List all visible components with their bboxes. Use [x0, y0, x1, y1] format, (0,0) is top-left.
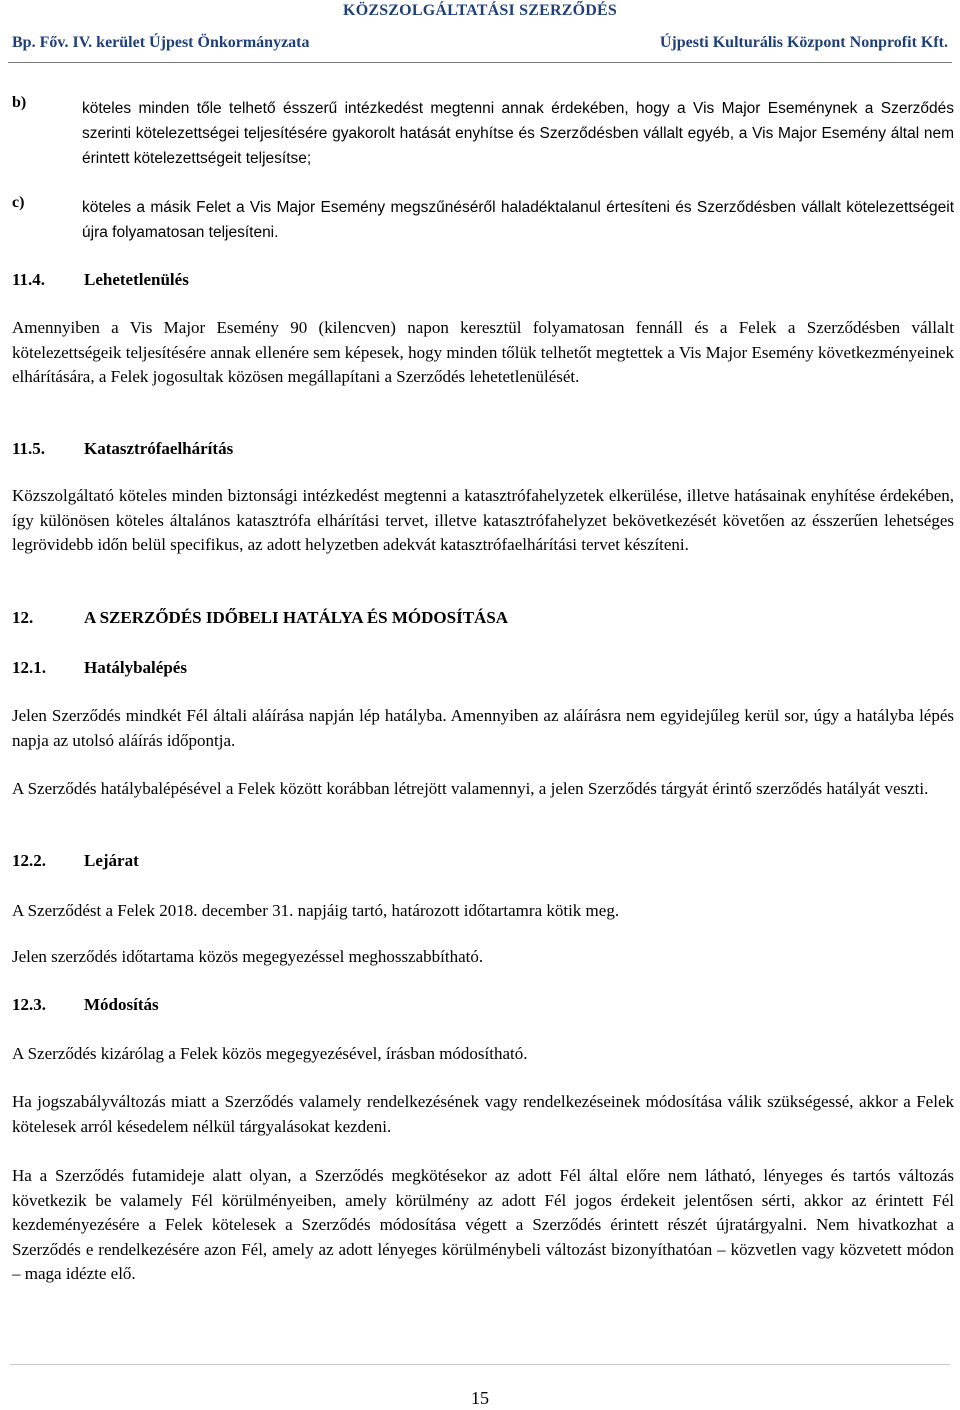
header-right-party: Újpesti Kulturális Központ Nonprofit Kft.: [659, 34, 948, 51]
section-title-hatalya-es-modositasa: A SZERZŐDÉS IDŐBELI HATÁLYA ÉS MÓDOSÍTÁSA: [84, 608, 509, 627]
header-divider: [8, 62, 952, 63]
document-title: KÖZSZOLGÁLTATÁSI SZERZŐDÉS: [343, 2, 617, 19]
footer-divider: [10, 1364, 950, 1365]
item-text-b: köteles minden tőle telhető ésszerű intézkedést megtenni annak érdekében, hogy a Vis Major Eseménynek a Szerződés szerinti kötelezettségei teljesítésére gyakorolt hatását enyhítse és Szerződésben vállalt egyéb, a Vis Major Esemény által nem érintett kötelezettségeit teljesítse;: [82, 100, 954, 167]
paragraph-modositas-1: A Szerződés kizárólag a Felek közös megegyezésével, írásban módosítható.: [12, 1044, 528, 1063]
section-number-11-4: 11.4.: [12, 270, 46, 289]
paragraph-katasztrofaelharitas: Közszolgáltató köteles minden biztonsági intézkedést megtenni a katasztrófahelyzetek elkerülése, illetve hatásainak enyhítése érdekében, így különösen köteles általános katasztrófa elhárítási tervet, illetve katasztrófahelyzet bekövetkezését követően az ésszerűen lehetséges legrövidebb időn belül specifikus, az adott helyzetben adekvát katasztrófaelhárítási tervet készíteni.: [12, 486, 954, 555]
item-label-c: c): [12, 194, 25, 211]
section-number-11-5: 11.5.: [12, 439, 46, 458]
paragraph-lejarat-2: Jelen szerződés időtartama közös megegyezéssel meghosszabbítható.: [12, 947, 484, 966]
page-number: 15: [471, 1388, 489, 1408]
section-number-12-1: 12.1.: [12, 658, 46, 677]
section-number-12: 12.: [12, 608, 34, 627]
paragraph-hatalybalepes-1: Jelen Szerződés mindkét Fél általi aláírása napján lép hatályba. Amennyiben az aláírásra nem egyidejűleg kerül sor, úgy a hatályba lépés napja az utolsó aláírás időpontja.: [12, 706, 954, 750]
paragraph-hatalybalepes-2: A Szerződés hatálybalépésével a Felek között korábban létrejött valamennyi, a jelen Szerződés tárgyát érintő szerződés hatályát veszti.: [12, 779, 929, 798]
item-text-c: köteles a másik Felet a Vis Major Esemény megszűnéséről haladéktalanul értesíteni és Szerződésben vállalt kötelezettségeit újra folyamatosan teljesíteni.: [82, 199, 954, 241]
section-title-katasztrofaelharitas: Katasztrófaelhárítás: [84, 439, 234, 458]
item-label-b: b): [12, 94, 27, 111]
paragraph-lehetetlenules: Amennyiben a Vis Major Esemény 90 (kilencven) napon keresztül folyamatosan fennáll és a Felek a Szerződésben vállalt kötelezettségeik teljesítésére annak ellenére sem képesek, hogy minden tőlük telhetőt megtettek a Vis Major Esemény következményeinek elhárítására, a Felek jogosultak közösen megállapítani a Szerződés lehetetlenülését.: [12, 318, 954, 387]
header-left-party: Bp. Főv. IV. kerület Újpest Önkormányzata: [12, 34, 310, 51]
header-row: [12, 34, 948, 54]
section-number-12-3: 12.3.: [12, 995, 46, 1014]
paragraph-modositas-2: Ha jogszabályváltozás miatt a Szerződés valamely rendelkezésének vagy rendelkezéseinek módosítása válik szükségessé, akkor a Felek kötelesek arról késedelem nélkül tárgyalásokat kezdeni.: [12, 1092, 954, 1136]
paragraph-modositas-3: Ha a Szerződés futamideje alatt olyan, a Szerződés megkötésekor az adott Fél által előre nem látható, lényeges és tartós változás következik be valamely Fél körülményeiben, amely körülmény az adott Fél jogos érdekeit jelentősen sérti, akkor az érintett Fél kezdeményezésére a Felek kötelesek a Szerződés módosítása végett a Szerződés érintett részét újratárgyalni. Nem hivatkozhat a Szerződés e rendelkezésére azon Fél, amely az adott lényeges körülménybeli változást bizonyíthatóan – közvetlen vagy közvetett módon – maga idézte elő.: [12, 1166, 954, 1284]
section-title-lehetetlenules: Lehetetlenülés: [84, 270, 189, 289]
section-title-lejarat: Lejárat: [84, 851, 139, 870]
section-number-12-2: 12.2.: [12, 851, 46, 870]
section-title-hatalybalepes: Hatálybalépés: [84, 658, 187, 677]
section-title-modositas: Módosítás: [84, 995, 159, 1014]
paragraph-lejarat-1: A Szerződést a Felek 2018. december 31. napjáig tartó, határozott időtartamra kötik meg.: [12, 901, 620, 920]
